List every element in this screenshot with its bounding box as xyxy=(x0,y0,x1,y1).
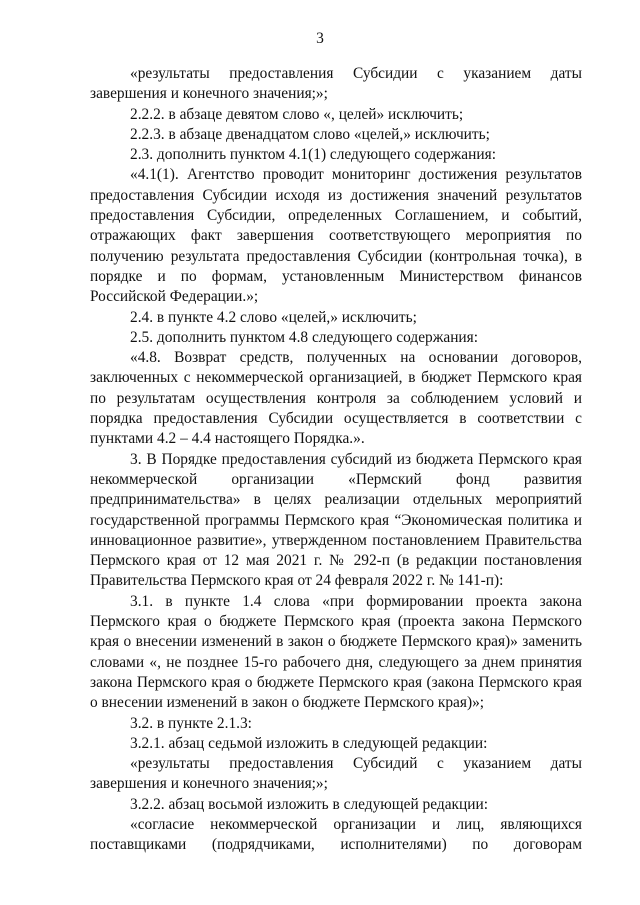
paragraph: «результаты предоставления Субсидии с указанием даты завершения и конечного значения;»; xyxy=(90,65,582,103)
paragraph: 2.4. в пункте 4.2 слово «целей,» исключить; xyxy=(130,308,417,326)
paragraph: «4.1(1). Агентство проводит мониторинг достижения результатов предоставления Субсидии исходя из достижения значений результатов предоставления Субсидии, определенных Соглашением, и событий, отражающих факт завершения соответствующего мероприятия по получению результата предоставления Субсидии (контрольная точка), в порядке и по формам, установленным Министерством финансов Российской Федерации.»; xyxy=(90,166,582,306)
paragraph: «4.8. Возврат средств, полученных на основании договоров, заключенных с некоммерческой организацией, в бюджет Пермского края по результатам осуществления контроля за соблюдением условий и порядка предоставления Субсидии осуществляется в соответствии с пунктами 4.2 – 4.4 настоящего Порядка.». xyxy=(90,349,582,448)
paragraph: 3. В Порядке предоставления субсидий из бюджета Пермского края некоммерческой организации «Пермский фонд развития предпринимательства» в целях реализации отдельных мероприятий государственной программы Пермского края “Экономическая политика и инновационное развитие», утвержденном постановлением Правительства Пермского края от 12 мая 2021 г. № 292-п (в редакции постановления Правительства Пермского края от 24 февраля 2022 г. № 141-п): xyxy=(90,450,582,590)
document-body xyxy=(90,64,582,856)
paragraph: «результаты предоставления Субсидий с указанием даты завершения и конечного значения;»; xyxy=(90,755,582,793)
page-number: 3 xyxy=(316,30,324,47)
paragraph: 2.3. дополнить пунктом 4.1(1) следующего содержания: xyxy=(130,146,496,164)
paragraph: 3.1. в пункте 1.4 слова «при формировании проекта закона Пермского края о бюджете Пермского края (проекта закона Пермского края о внесении изменений в закон о бюджете Пермского края)» заменить словами «, не позднее 15-го рабочего дня, следующего за днем принятия закона Пермского края о бюджете Пермского края (закона Пермского края о внесении изменений в закон о бюджете Пермского края)»; xyxy=(90,592,582,712)
paragraph: 2.2.2. в абзаце девятом слово «, целей» исключить; xyxy=(130,105,464,123)
paragraph: 2.2.3. в абзаце двенадцатом слово «целей,» исключить; xyxy=(130,125,490,143)
paragraph: 3.2.1. абзац седьмой изложить в следующей редакции: xyxy=(130,734,488,752)
paragraph: 3.2.2. абзац восьмой изложить в следующей редакции: xyxy=(130,795,489,813)
paragraph: «согласие некоммерческой организации и лиц, являющихся поставщиками (подрядчиками, исполнителями) по договорам xyxy=(90,815,582,854)
paragraph: 2.5. дополнить пунктом 4.8 следующего содержания: xyxy=(130,328,479,346)
paragraph: 3.2. в пункте 2.1.3: xyxy=(130,714,252,732)
